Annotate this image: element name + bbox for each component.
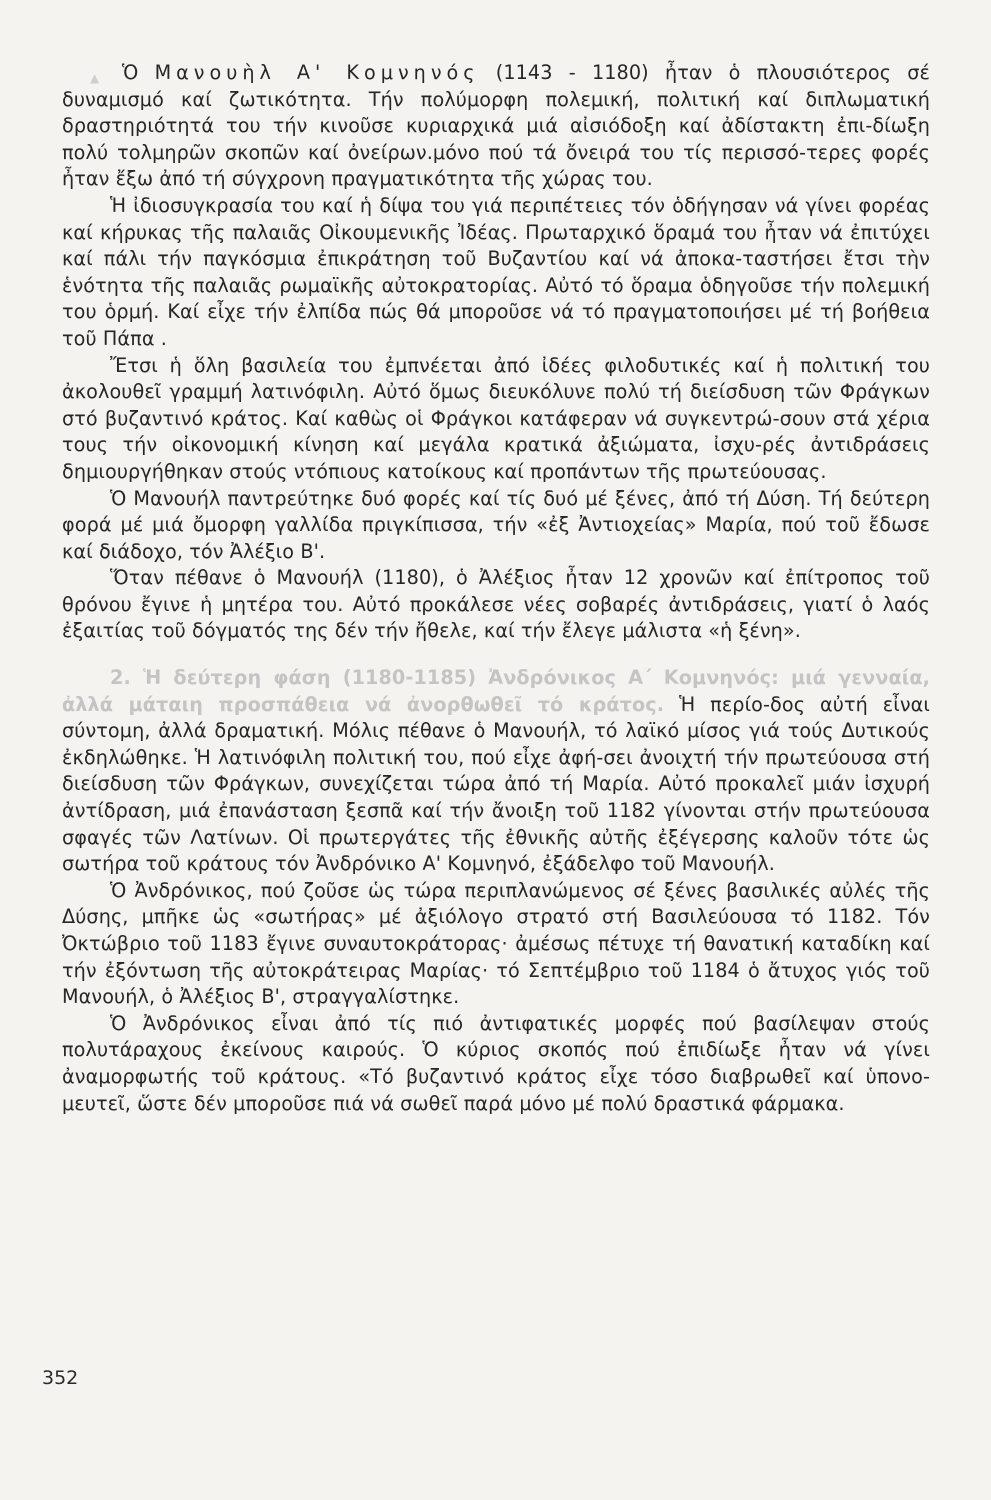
paragraph-text: (1143 - 1180) ἦταν ὁ πλουσιότερος σέ δυναμισμό καί ζωτικότητα. Τήν πολύμορφη πολεμική, πολιτική καί διπλωματική δραστηριότητά του τήν κινοῦσε κυριαρχικά μιά αἰσιόδοξη καί ἀδίστακτη ἐπι-δίωξη πολύ τολμηρῶν σκοπῶν καί ὀνείρων.μόνο πού τά ὄνειρά του τίς περισσό-τερες φορές ἦταν ἔξω ἀπό τή σύγχρονη πραγματικότητα τῆς χώρας του. [62, 61, 930, 191]
page-number: 352 [42, 1367, 79, 1389]
body-text [62, 60, 930, 1117]
paragraph: Ἡ ἰδιοσυγκρασία του καί ἡ δίψα του γιά περιπέτειες τόν ὁδήγησαν νά γίνει φορέας καί κήρυκας τῆς παλαιᾶς Οἰκουμενικῆς Ἰδέας. Πρωταρχικό ὅραμά του ἦταν νά ἐπιτύχει καί πάλι τήν παγκόσμια ἐπικράτηση τοῦ Βυζαντίου καί νά ἀποκα-ταστήσει ἔτσι τὴν ἑνότητα τῆς παλαιᾶς ρωμαϊκῆς αὐτοκρατορίας. Αὐτό τό ὅραμα ὁδηγοῦσε τήν πολεμική του ὁρμή. Καί εἶχε τήν ἐλπίδα πώς θά μποροῦσε νά τό πραγματοποιήσει μέ τή βοήθεια τοῦ Πάπα . [62, 193, 930, 350]
paragraph: Ὁ Μανουήλ παντρεύτηκε δυό φορές καί τίς δυό μέ ξένες, ἀπό τή Δύση. Τή δεύτερη φορά μέ μιά ὄμορφη γαλλίδα πριγκίπισσα, τήν «ἐξ Ἀντιοχείας» Μαρία, πού τοῦ ἔδωσε καί διάδοχο, τόν Ἀλέξιο Β'. [62, 486, 930, 563]
paragraph-prefix: Ὁ [122, 61, 155, 84]
emperor-name-spaced: Μανουὴλ Α' Κομνηνός [154, 61, 480, 84]
paragraph-manuel [62, 60, 930, 193]
ink-mark-icon: ▲ [90, 71, 100, 85]
paragraph: Ἔτσι ἡ ὅλη βασιλεία του ἐμπνέεται ἀπό ἰδέες φιλοδυτικές καί ἡ πολιτική του ἀκολουθεῖ γραμμή λατινόφιλη. Αὐτό ὅμως διευκόλυνε πολύ τή διείσδυση τῶν Φράγκων στό βυζαντινό κράτος. Καί καθὼς οἱ Φράγκοι κατάφεραν νά συγκεντρώ-σουν στά χέρια τους τήν οἰκονομική κίνηση καί μεγάλα κρατικά ἀξιώματα, ἰσχυ-ρές ἀντιδράσεις δημιουργήθηκαν στούς ντόπιους κατοίκους καί προπάντων τῆς πρωτεύουσας. [62, 353, 930, 483]
paragraph: Ὁ Ἀνδρόνικος εἶναι ἀπό τίς πιό ἀντιφατικές μορφές πού βασίλεψαν στούς πολυτάραχους ἐκείνους καιρούς. Ὁ κύριος σκοπός πού ἐπιδίωξε ἦταν νά γίνει ἀναμορφωτής τοῦ κράτους. «Τό βυζαντινό κράτος εἶχε τόσο διαβρωθεῖ καί ὑπονο-μευτεῖ, ὥστε δέν μποροῦσε πιά νά σωθεῖ παρά μόνο μέ πολύ δραστικά φάρμακα. [62, 1011, 930, 1115]
section-2 [62, 665, 930, 878]
paragraph: Ὅταν πέθανε ὁ Μανουήλ (1180), ὁ Ἀλέξιος ἦταν 12 χρονῶν καί ἐπίτροπος τοῦ θρόνου ἔγινε ἡ μητέρα του. Αὐτό προκάλεσε νέες σοβαρές ἀντιδράσεις, γιατί ὁ λαός ἐξαιτίας τοῦ δόγματός της δέν τήν ἤθελε, καί τήν ἔλεγε μάλιστα «ἡ ξένη». [62, 566, 930, 643]
section-first-text: Ἡ περίο-δος αὐτή εἶναι σύντομη, ἀλλά δραματική. Μόλις πέθανε ὁ Μανουήλ, τό λαϊκό μίσος γιά τούς Δυτικούς ἐκδηλώθηκε. Ἡ λατινόφιλη πολιτική του, πού εἶχε ἀφή-σει ἀνοιχτή τήν πρωτεύουσα στή διείσδυση τῶν Φράγκων, συνεχίζεται τώρα ἀπό τή Μαρία. Αὐτό προκαλεῖ μιάν ἰσχυρή ἀντίδραση, μιά ἐπανάσταση ξεσπᾶ καί τήν ἄνοιξη τοῦ 1182 γίνονται στήν πρωτεύουσα σφαγές τῶν Λατίνων. Οἱ πρωτεργάτες τῆς ἐθνικῆς αὐτῆς ἐξέγερσης καλοῦν τότε ὡς σωτήρα τοῦ κράτους τόν Ἀνδρόνικο Α' Κομνηνό, ἐξάδελφο τοῦ Μανουήλ. [62, 692, 931, 876]
section-heading: 2. Ἡ δεύτερη φάση (1180-1185) Ἀνδρόνικος Α΄ Κομνηνός: μιά γενναία, ἀλλά μάταιη προσπάθεια νά ἀνορθωθεῖ τό κράτος. [62, 666, 930, 716]
section-2-intro [62, 665, 930, 878]
paragraph: Ὁ Ἀνδρόνικος, πού ζοῦσε ὡς τώρα περιπλανώμενος σέ ξένες βασιλικές αὐλές τῆς Δύσης, μπῆκε ὡς «σωτήρας» μέ ἀξιόλογο στρατό στή Βασιλεύουσα τό 1182. Τόν Ὀκτώβριο τοῦ 1183 ἔγινε συναυτοκράτορας· ἀμέσως πέτυχε τή θανατική καταδίκη καί τήν ἐξόντωση τῆς αὐτοκράτειρας Μαρίας· τό Σεπτέμβριο τοῦ 1184 ὁ ἄτυχος γιός τοῦ Μανουήλ, ὁ Ἀλέξιος Β', στραγγαλίστηκε. [62, 878, 930, 1009]
